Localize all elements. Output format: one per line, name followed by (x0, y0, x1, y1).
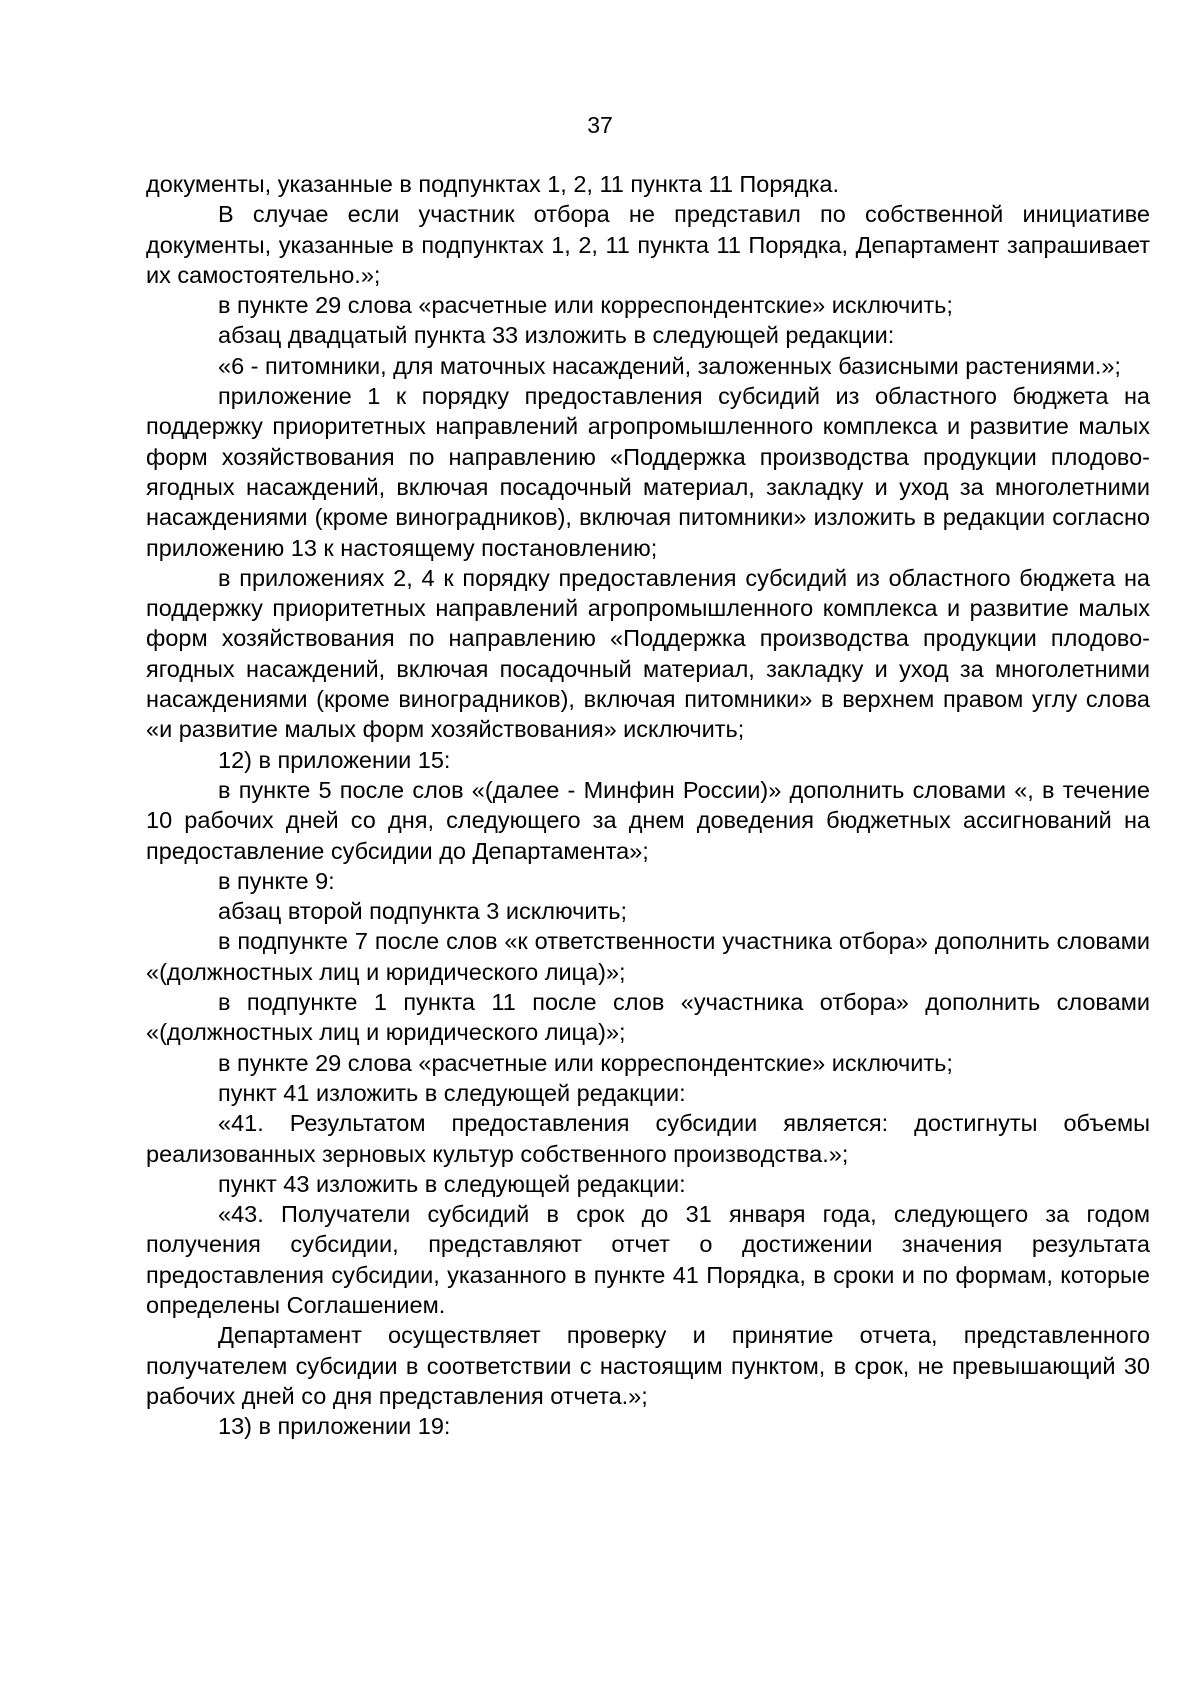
paragraph: в приложениях 2, 4 к порядку предоставления субсидий из областного бюджета на поддержку приоритетных направлений агропромышленного комплекса и развитие малых форм хозяйствования по направлению «Поддержка производства продукции плодово-ягодных насаждений, включая посадочный материал, закладку и уход за многолетними насаждениями (кроме виноградников), включая питомники» в верхнем правом углу слова «и развитие малых форм хозяйствования» исключить; (146, 564, 1150, 743)
paragraph: в подпункте 7 после слов «к ответственности участника отбора» дополнить словами «(должностных лиц и юридического лица)»; (146, 928, 1150, 985)
paragraph: в пункте 29 слова «расчетные или корреспондентские» исключить; (218, 1049, 953, 1076)
paragraph: в пункте 29 слова «расчетные или корреспондентские» исключить; (218, 292, 953, 319)
paragraph: пункт 41 изложить в следующей редакции: (218, 1079, 686, 1106)
document-body (146, 169, 1150, 1441)
paragraph: пункт 43 изложить в следующей редакции: (218, 1170, 686, 1197)
paragraph: 12) в приложении 15: (218, 746, 451, 773)
paragraph: документы, указанные в подпунктах 1, 2, 11 пункта 11 Порядка. (146, 171, 840, 197)
paragraph: 13) в приложении 19: (218, 1413, 451, 1440)
paragraph: в пункте 9: (218, 867, 335, 894)
paragraph: В случае если участник отбора не представил по собственной инициативе документы, указанные в подпунктах 1, 2, 11 пункта 11 Порядка, Департамент запрашивает их самостоятельно.»; (146, 201, 1150, 288)
paragraph: в пункте 5 после слов «(далее - Минфин России)» дополнить словами «, в течение 10 рабочих дней со дня, следующего за днем доведения бюджетных ассигнований на предоставление субсидии до Департамента»; (146, 776, 1150, 864)
paragraph: абзац второй подпункта 3 исключить; (218, 898, 628, 925)
page-number: 37 (587, 112, 613, 138)
paragraph: абзац двадцатый пункта 33 изложить в следующей редакции: (218, 322, 895, 349)
paragraph: в подпункте 1 пункта 11 после слов «участника отбора» дополнить словами «(должностных лиц и юридического лица)»; (146, 989, 1150, 1046)
paragraph: «41. Результатом предоставления субсидии является: достигнуты объемы реализованных зерновых культур собственного производства.»; (146, 1110, 1150, 1167)
paragraph: «43. Получатели субсидий в срок до 31 января года, следующего за годом получения субсидии, представляют отчет о достижении значения результата предоставления субсидии, указанного в пункте 41 Порядка, в сроки и по формам, которые определены Соглашением. (146, 1201, 1150, 1318)
paragraph: приложение 1 к порядку предоставления субсидий из областного бюджета на поддержку приоритетных направлений агропромышленного комплекса и развитие малых форм хозяйствования по направлению «Поддержка производства продукции плодово-ягодных насаждений, включая посадочный материал, закладку и уход за многолетними насаждениями (кроме виноградников), включая питомники» изложить в редакции согласно приложению 13 к настоящему постановлению; (146, 383, 1150, 561)
paragraph: Департамент осуществляет проверку и принятие отчета, представленного получателем субсидии в соответствии с настоящим пунктом, в срок, не превышающий 30 рабочих дней со дня представления отчета.»; (146, 1322, 1150, 1409)
paragraph: «6 - питомники, для маточных насаждений, заложенных базисными растениями.»; (218, 352, 1121, 379)
